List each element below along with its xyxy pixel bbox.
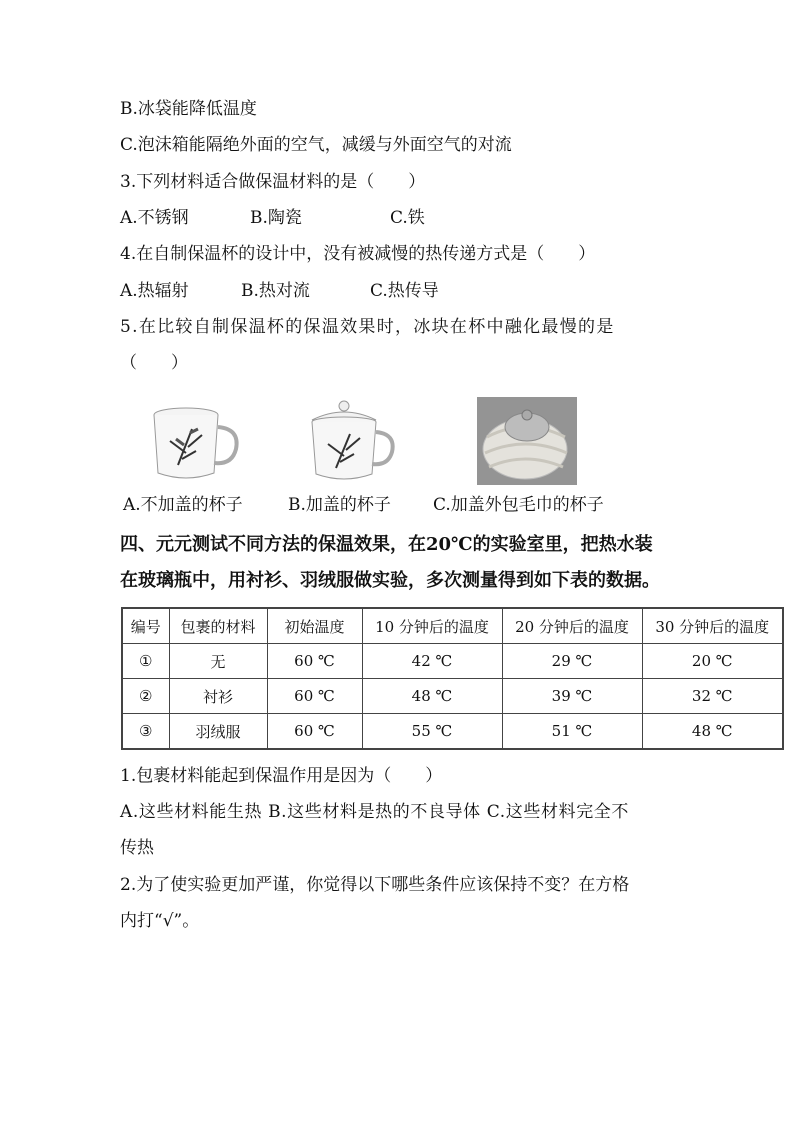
table-header: 20 分钟后的温度 (502, 608, 642, 644)
table-cell: ① (122, 644, 169, 679)
cup-with-lid-image (306, 398, 396, 492)
table-cell: 60 ℃ (267, 679, 362, 714)
table-cell: 42 ℃ (362, 644, 502, 679)
q4-option-b: B.热对流 (241, 281, 310, 301)
cup-without-lid-image (148, 405, 243, 489)
table-cell: ② (122, 679, 169, 714)
table-cell: 32 ℃ (642, 679, 783, 714)
s4q2-stem: 2.为了使实验更加严谨，你觉得以下哪些条件应该保持不变？在方格 (120, 875, 630, 895)
table-cell: 29 ℃ (502, 644, 642, 679)
q2-option-c: C.泡沫箱能隔绝外面的空气，减缓与外面空气的对流 (120, 135, 512, 155)
q4-options (120, 280, 439, 302)
q5-stem-cont: （ ） (120, 353, 188, 373)
table-header: 编号 (122, 608, 169, 644)
q3-option-c: C.铁 (390, 208, 425, 228)
q4-option-c: C.热传导 (370, 281, 439, 301)
table-cell: 48 ℃ (642, 714, 783, 750)
temperature-table (121, 607, 784, 750)
q3-option-a: A.不锈钢 (120, 208, 189, 228)
q4-stem: 4.在自制保温杯的设计中，没有被减慢的热传递方式是（ ） (120, 244, 596, 264)
table-header: 初始温度 (267, 608, 362, 644)
q5-option-c: C.加盖外包毛巾的杯子 (433, 495, 604, 515)
q3-option-b: B.陶瓷 (250, 208, 302, 228)
s4q2-stem-cont: 内打“√”。 (120, 911, 200, 931)
table-cell: 39 ℃ (502, 679, 642, 714)
table-header-row (122, 608, 783, 644)
table-cell: 衬衫 (169, 679, 267, 714)
table-cell: ③ (122, 714, 169, 750)
table-row (122, 644, 783, 679)
q2-option-b: B.冰袋能降低温度 (120, 99, 257, 119)
table-cell: 20 ℃ (642, 644, 783, 679)
table-header: 10 分钟后的温度 (362, 608, 502, 644)
table-cell: 60 ℃ (267, 644, 362, 679)
table-cell: 无 (169, 644, 267, 679)
s4q1-options-cont: 传热 (120, 838, 154, 858)
q5-options (123, 494, 604, 516)
table-cell: 48 ℃ (362, 679, 502, 714)
table-header: 包裹的材料 (169, 608, 267, 644)
cup-with-towel-image (477, 397, 577, 489)
table-cell: 60 ℃ (267, 714, 362, 750)
s4q1-options: A.这些材料能生热 B.这些材料是热的不良导体 C.这些材料完全不 (120, 802, 629, 822)
q5-option-a: A.不加盖的杯子 (123, 495, 243, 515)
table-header: 30 分钟后的温度 (642, 608, 783, 644)
table-row (122, 679, 783, 714)
section4-line2: 在玻璃瓶中，用衬衫、羽绒服做实验，多次测量得到如下表的数据。 (120, 570, 660, 591)
section4-line1: 四、元元测试不同方法的保温效果，在20℃的实验室里，把热水装 (120, 534, 653, 555)
table-cell: 51 ℃ (502, 714, 642, 750)
q3-stem: 3.下列材料适合做保温材料的是（ ） (120, 172, 426, 192)
table-cell: 55 ℃ (362, 714, 502, 750)
q3-options (120, 207, 425, 229)
table-cell: 羽绒服 (169, 714, 267, 750)
q5-stem: 5.在比较自制保温杯的保温效果时，冰块在杯中融化最慢的是 (120, 317, 615, 337)
table-row (122, 714, 783, 750)
q4-option-a: A.热辐射 (120, 281, 189, 301)
q5-option-b: B.加盖的杯子 (288, 495, 391, 515)
s4q1-stem: 1.包裹材料能起到保温作用是因为（ ） (120, 766, 443, 786)
